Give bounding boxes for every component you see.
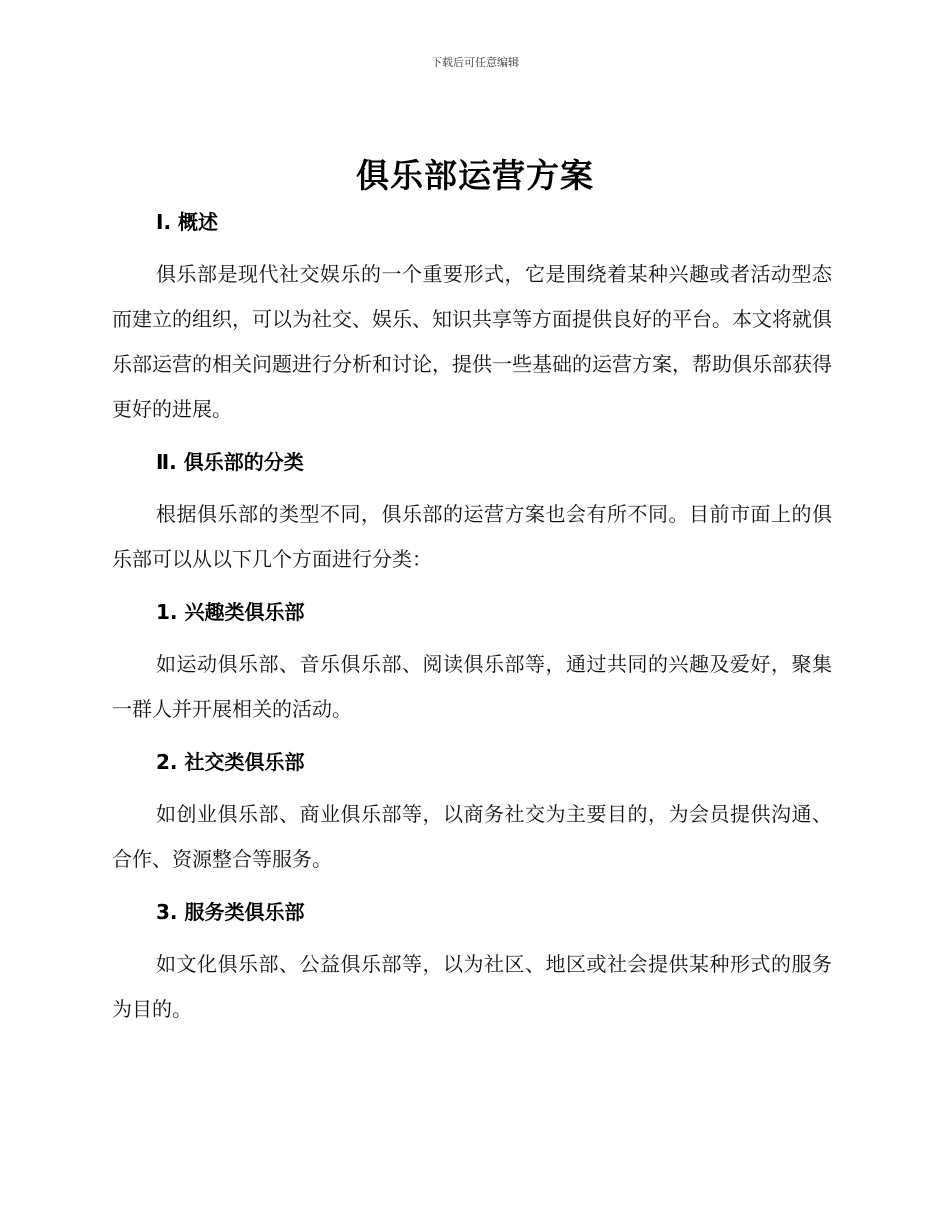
section-paragraph: 如运动俱乐部、音乐俱乐部、阅读俱乐部等，通过共同的兴趣及爱好，聚集一群人并开展相关的活动。 — [112, 652, 832, 721]
section-paragraph: 如文化俱乐部、公益俱乐部等，以为社区、地区或社会提供某种形式的服务为目的。 — [112, 952, 832, 1021]
document-body — [112, 206, 832, 1032]
section-paragraph: 如创业俱乐部、商业俱乐部等，以商务社交为主要目的，为会员提供沟通、合作、资源整合等服务。 — [112, 802, 832, 871]
section-overview — [112, 206, 832, 446]
section-service-clubs — [112, 896, 832, 1032]
section-heading: Ⅰ. 概述 — [156, 210, 219, 234]
section-social-clubs — [112, 746, 832, 896]
section-heading: 2. 社交类俱乐部 — [156, 750, 305, 774]
section-paragraph: 俱乐部是现代社交娱乐的一个重要形式，它是围绕着某种兴趣或者活动型态而建立的组织，可以为社交、娱乐、知识共享等方面提供良好的平台。本文将就俱乐部运营的相关问题进行分析和讨论，提供一些基础的运营方案，帮助俱乐部获得更好的进展。 — [112, 262, 832, 421]
section-heading: 1. 兴趣类俱乐部 — [156, 600, 305, 624]
section-heading: Ⅱ. 俱乐部的分类 — [156, 450, 304, 474]
section-classification — [112, 446, 832, 596]
section-interest-clubs — [112, 596, 832, 746]
header-note: 下载后可任意编辑 — [431, 56, 519, 69]
page-title: 俱乐部运营方案 — [356, 156, 594, 195]
section-paragraph: 根据俱乐部的类型不同，俱乐部的运营方案也会有所不同。目前市面上的俱乐部可以从以下几个方面进行分类： — [112, 502, 832, 571]
section-heading: 3. 服务类俱乐部 — [156, 900, 305, 924]
